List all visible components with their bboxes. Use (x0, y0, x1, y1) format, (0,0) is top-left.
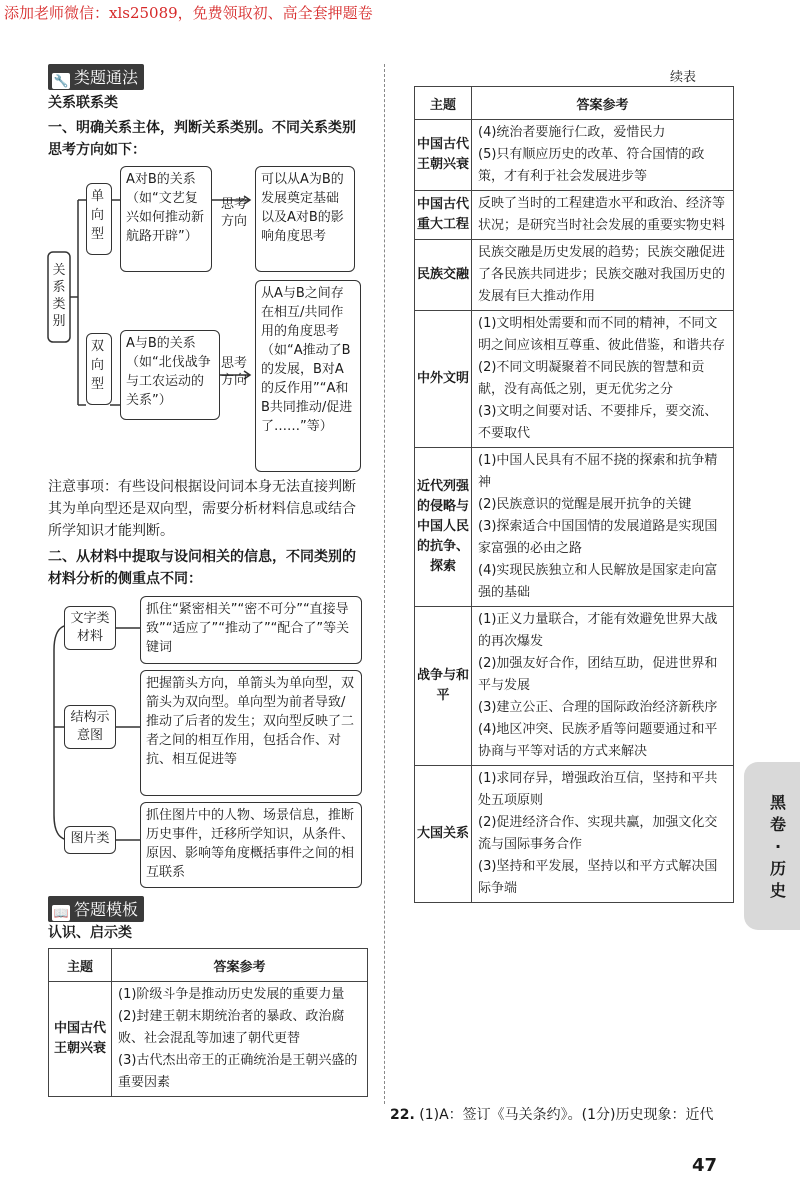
table-header-answer: 答案参考 (112, 949, 368, 982)
diagram1-double-method: 从A与B之间存在相互/共同作用的角度思考（如“A推动了B的发展，B对A的反作用”“A和B共同推动/促进了……”等） (255, 280, 361, 472)
section-tag-methods (48, 64, 144, 90)
answer-line: (4)实现民族独立和人民解放是国家走向富强的基础 (478, 563, 718, 600)
answer-line: (1)阶级斗争是推动历史发展的重要力量 (118, 987, 345, 1002)
table-answer (472, 120, 734, 191)
diagram1-double-arrow-label: 思考方向 (220, 356, 247, 388)
table-header-topic: 主题 (49, 949, 112, 982)
rule-two: 二、从材料中提取与设问相关的信息，不同类别的材料分析的侧重点不同： (48, 549, 356, 587)
answer-line: (1)文明相处需要和而不同的精神，不同文明之间应该相互尊重、彼此借鉴，和谐共存 (478, 316, 726, 353)
section-tag-template-label: 答题模板 (74, 900, 139, 919)
wrench-icon: 🔧 (53, 74, 69, 88)
answer-line: 反映了当时的工程建造水平和政治、经济等状况；是研究当时社会发展的重要实物史料 (478, 196, 726, 233)
answer-line: 民族交融是历史发展的趋势；民族交融促进了各民族共同进步；民族交融对我国历史的发展有巨大推动作用 (478, 245, 726, 304)
note-text: 注意事项：有些设问根据设问词本身无法直接判断其为单向型还是双向型，需要分析材料信息或结合所学知识才能判断。 (48, 479, 356, 539)
category-relation: 关系联系类 (48, 95, 118, 111)
table-row (415, 120, 734, 191)
diagram2-desc-structure-chart: 把握箭头方向，单箭头为单向型，双箭头为双向型。单向型为前者导致/推动了后者的发生；双向型反映了二者之间的相互作用，包括合作、对抗、相互促进等 (140, 670, 362, 796)
table-continued-label: 续表 (670, 70, 697, 85)
table-answer (472, 766, 734, 903)
rule-one: 一、明确关系主体，判断关系类别。不同关系类别思考方向如下： (48, 120, 356, 158)
table-answer (472, 191, 734, 240)
table-row (49, 982, 368, 1097)
diagram1-single-branch (86, 183, 112, 255)
table-topic: 中国古代重大工程 (415, 191, 472, 240)
table-row (415, 240, 734, 311)
table-header-row (49, 949, 368, 982)
answer-line: (3)探索适合中国国情的发展道路是实现国家富强的必由之路 (478, 519, 718, 556)
table-topic: 中国古代王朝兴衰 (415, 120, 472, 191)
book-icon: 📖 (53, 906, 69, 920)
question-22-number: 22. (390, 1107, 415, 1123)
answer-line: (1)正义力量联合，才能有效避免世界大战的再次爆发 (478, 612, 718, 649)
diagram2-label-text-material: 文字类材料 (64, 606, 116, 650)
answer-line: (2)加强友好合作，团结互助，促进世界和平与发展 (478, 656, 718, 693)
diagram2-desc-text-material: 抓住“紧密相关”“密不可分”“直接导致”“适应了”“推动了”“配合了”等关键词 (140, 596, 362, 664)
right-answer-table (414, 86, 734, 903)
table-answer (472, 240, 734, 311)
table-topic: 战争与和平 (415, 607, 472, 766)
side-tab-label: 黑卷·历史 (769, 793, 786, 900)
table-topic: 民族交融 (415, 240, 472, 311)
answer-line: (3)建立公正、合理的国际政治经济新秩序 (478, 700, 718, 715)
diagram1-root: 关系类别 (52, 263, 66, 329)
table-row (415, 311, 734, 448)
diagram1-single-desc: A对B的关系（如“文艺复兴如何推动新航路开辟”） (120, 166, 212, 272)
answer-line: (3)文明之间要对话、不要排斥，要交流、不要取代 (478, 404, 718, 441)
diagram1-single-arrow-label: 思考方向 (220, 197, 247, 229)
left-answer-table (48, 948, 368, 1097)
table-topic: 近代列强的侵略与中国人民的抗争、探索 (415, 448, 472, 607)
table-answer (112, 982, 368, 1097)
category-insight: 认识、启示类 (48, 925, 132, 941)
answer-line: (2)不同文明凝聚着不同民族的智慧和贡献，没有高低之别，更无优劣之分 (478, 360, 705, 397)
watermark-text: 添加老师微信：xls25089，免费领取初、高全套押题卷 (4, 4, 373, 22)
table-row (415, 448, 734, 607)
diagram2-label-structure-chart: 结构示意图 (64, 705, 116, 749)
answer-line: (4)统治者要施行仁政，爱惜民力 (478, 125, 666, 140)
section-tag-template (48, 896, 144, 922)
diagram2-label-picture: 图片类 (64, 826, 116, 854)
answer-line: (3)坚持和平发展，坚持以和平方式解决国际争端 (478, 859, 718, 896)
answer-line: (1)求同存异，增强政治互信，坚持和平共处五项原则 (478, 771, 718, 808)
table-header-row (415, 87, 734, 120)
answer-line: (1)中国人民具有不屈不挠的探索和抗争精神 (478, 453, 718, 490)
diagram1-single-branch-label: 单向型 (91, 189, 105, 242)
diagram2-desc-picture: 抓住图片中的人物、场景信息，推断历史事件，迁移所学知识，从条件、原因、影响等角度概括事件之间的相互联系 (140, 802, 362, 888)
diagram1-double-branch (86, 333, 112, 405)
diagram1-double-desc: A与B的关系（如“北伐战争与工农运动的关系”） (120, 330, 220, 420)
table-topic: 中外文明 (415, 311, 472, 448)
table-topic: 大国关系 (415, 766, 472, 903)
answer-line: (2)促进经济合作、实现共赢，加强文化交流与国际事务合作 (478, 815, 718, 852)
answer-line: (2)民族意识的觉醒是展开抗争的关键 (478, 497, 692, 512)
table-header-answer: 答案参考 (472, 87, 734, 120)
question-22-text: (1)A：签订《马关条约》。(1分)历史现象：近代 (419, 1107, 714, 1123)
table-topic: 中国古代王朝兴衰 (49, 982, 112, 1097)
question-22 (390, 1104, 714, 1124)
table-row (415, 766, 734, 903)
table-row (415, 191, 734, 240)
answer-line: (2)封建王朝末期统治者的暴政、政治腐败、社会混乱等加速了朝代更替 (118, 1009, 345, 1046)
answer-line: (4)地区冲突、民族矛盾等问题要通过和平协商与平等对话的方式来解决 (478, 722, 718, 759)
table-answer (472, 311, 734, 448)
answer-line: (5)只有顺应历史的改革、符合国情的政策，才有利于社会发展进步等 (478, 147, 705, 184)
table-header-topic: 主题 (415, 87, 472, 120)
page-number: 47 (692, 1155, 718, 1176)
answer-line: (3)古代杰出帝王的正确统治是王朝兴盛的重要因素 (118, 1053, 358, 1090)
diagram1-single-method: 可以从A为B的发展奠定基础以及A对B的影响角度思考 (255, 166, 355, 272)
column-divider (384, 64, 385, 1104)
table-answer (472, 448, 734, 607)
diagram1-double-branch-label: 双向型 (91, 339, 105, 392)
table-row (415, 607, 734, 766)
section-tag-methods-label: 类题通法 (74, 68, 139, 87)
table-answer (472, 607, 734, 766)
